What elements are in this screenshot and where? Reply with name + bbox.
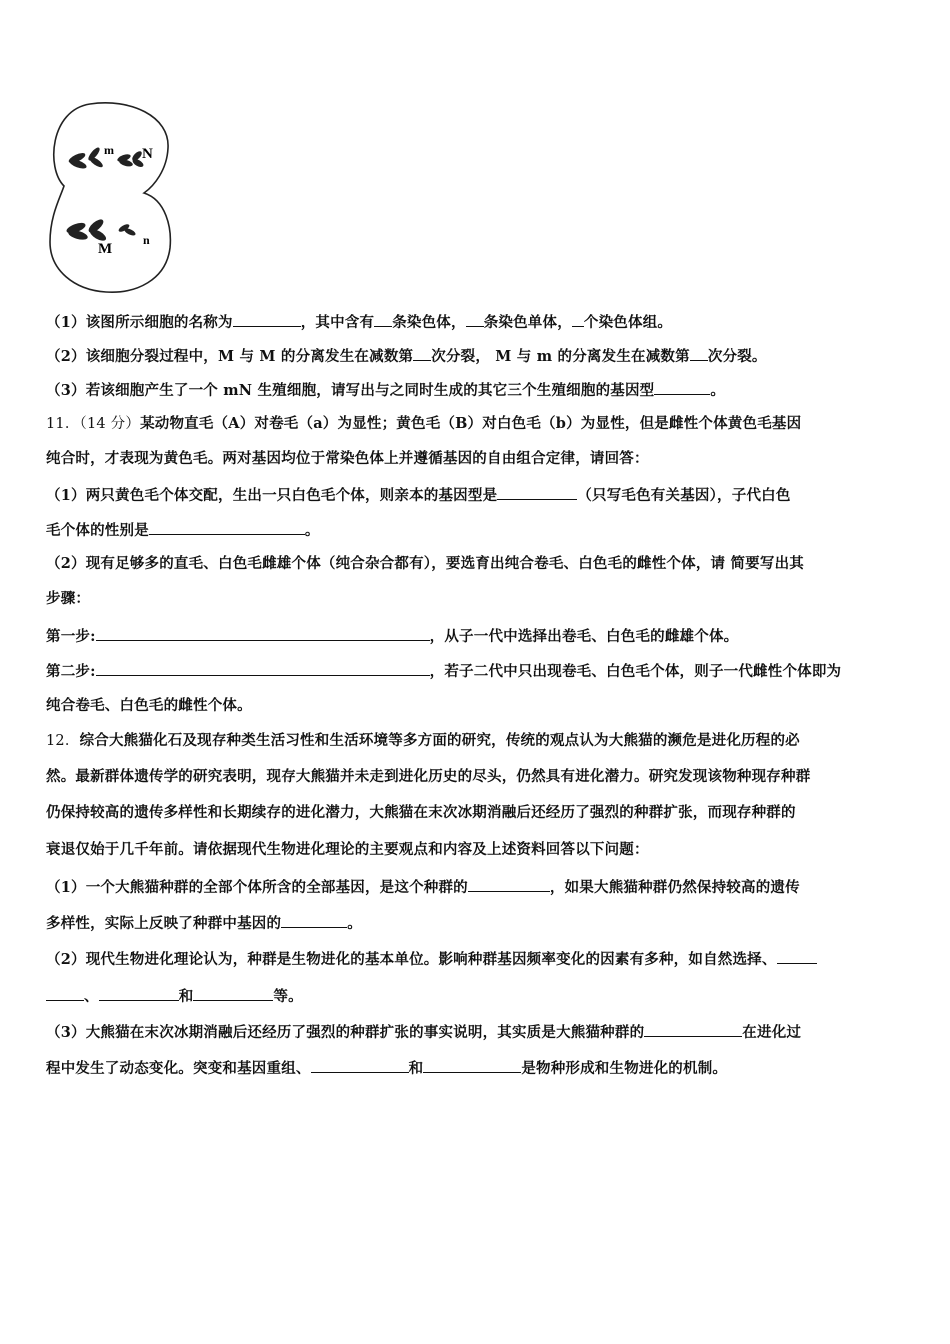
q10-part2: （2）该细胞分裂过程中，M 与 M 的分离发生在减数第 次分裂， M 与 m 的分离发生在减数第 次分裂。 xyxy=(46,344,916,368)
answer-blank[interactable] xyxy=(777,947,817,964)
q11-step2: 第二步: ，若子二代中只出现卷毛、白色毛个体，则子一代雌性个体即为 xyxy=(46,659,916,683)
q12-part1: （1）一个大熊猫种群的全部个体所含的全部基因，是这个种群的 ，如果大熊猫种群仍然保持较高的遗传 xyxy=(46,875,916,899)
answer-blank[interactable] xyxy=(233,310,301,327)
answer-blank[interactable] xyxy=(311,1056,409,1073)
q10-part3: （3）若该细胞产生了一个 mN 生殖细胞，请写出与之同时生成的其它三个生殖细胞的基因型 。 xyxy=(46,378,916,402)
answer-blank[interactable] xyxy=(572,310,584,327)
q11-part2: （2）现有足够多的直毛、白色毛雌雄个体（纯合杂合都有），要选育出纯合卷毛、白色毛的雌性个体，请 简要写出其 xyxy=(46,555,804,572)
answer-blank[interactable] xyxy=(193,984,273,1001)
question-number: 11．（14 分） xyxy=(46,416,141,432)
label-n: n xyxy=(143,233,150,247)
q11-step1: 第一步: ，从子一代中选择出卷毛、白色毛的雌雄个体。 xyxy=(46,624,916,648)
answer-blank[interactable] xyxy=(468,875,550,892)
chromosome-N xyxy=(116,150,144,169)
answer-blank[interactable] xyxy=(46,984,84,1001)
q12-intro-line2: 然。最新群体遗传学的研究表明，现存大熊猫并未走到进化历史的尽头，仍然具有进化潜力。研究发现该物种现存种群 xyxy=(46,768,811,785)
answer-blank[interactable] xyxy=(466,310,484,327)
q12-intro-line3: 仍保持较高的遗传多样性和长期续存的进化潜力，大熊猫在末次冰期消融后还经历了强烈的种群扩张，而现存种群的 xyxy=(46,804,796,821)
answer-blank[interactable] xyxy=(690,344,708,361)
answer-blank[interactable] xyxy=(374,310,392,327)
q12-intro-line1: 12．综合大熊猫化石及现存种类生活习性和生活环境等多方面的研究，传统的观点认为大熊猫的濒危是进化历程的必 xyxy=(46,732,800,749)
answer-blank[interactable] xyxy=(413,344,431,361)
q12-part3-cont: 程中发生了动态变化。突变和基因重组、 和 是物种形成和生物进化的机制。 xyxy=(46,1056,916,1080)
answer-blank[interactable] xyxy=(644,1020,742,1037)
answer-blank[interactable] xyxy=(281,911,347,928)
chromosome-m xyxy=(67,146,104,170)
q11-intro-line2: 纯合时，才表现为黄色毛。两对基因均位于常染色体上并遵循基因的自由组合定律，请回答： xyxy=(46,450,649,467)
chromosome-M xyxy=(65,217,108,243)
answer-blank[interactable] xyxy=(497,483,577,500)
q11-intro-line1: 11．（14 分）某动物直毛（A）对卷毛（a）为显性；黄色毛（B）对白色毛（b）为显性，但是雌性个体黄色毛基因 xyxy=(46,415,802,432)
answer-blank[interactable] xyxy=(96,624,430,641)
cell-outline xyxy=(50,103,170,292)
cell-division-figure xyxy=(46,98,176,298)
answer-blank[interactable] xyxy=(149,518,305,535)
q11-part2-cont: 步骤： xyxy=(46,590,91,607)
label-m: m xyxy=(104,143,114,157)
chromosome-n xyxy=(118,223,137,237)
label-N: N xyxy=(142,146,153,162)
answer-blank[interactable] xyxy=(96,659,430,676)
answer-blank[interactable] xyxy=(423,1056,521,1073)
answer-blank[interactable] xyxy=(654,378,710,395)
q12-part3: （3）大熊猫在末次冰期消融后还经历了强烈的种群扩张的事实说明，其实质是大熊猫种群的 在进化过 xyxy=(46,1020,916,1044)
q11-part1: （1）两只黄色毛个体交配，生出一只白色毛个体，则亲本的基因型是 （只写毛色有关基因），子代白色 xyxy=(46,483,916,507)
answer-blank[interactable] xyxy=(99,984,179,1001)
q11-part1-cont: 毛个体的性别是 。 xyxy=(46,518,916,542)
q12-part2-cont: 、 和 等。 xyxy=(46,984,916,1008)
q10-part1: （1）该图所示细胞的名称为 ，其中含有 条染色体， 条染色单体， 个染色体组。 xyxy=(46,310,916,334)
q12-intro-line4: 衰退仅始于几千年前。请依据现代生物进化理论的主要观点和内容及上述资料回答以下问题： xyxy=(46,841,649,858)
question-number: 12． xyxy=(46,733,80,749)
q12-part1-cont: 多样性，实际上反映了种群中基因的 。 xyxy=(46,911,916,935)
label-M: M xyxy=(98,241,113,257)
q11-step2-cont: 纯合卷毛、白色毛的雌性个体。 xyxy=(46,697,252,714)
q12-part2: （2）现代生物进化理论认为，种群是生物进化的基本单位。影响种群基因频率变化的因素有多种，如自然选择、 xyxy=(46,947,916,971)
